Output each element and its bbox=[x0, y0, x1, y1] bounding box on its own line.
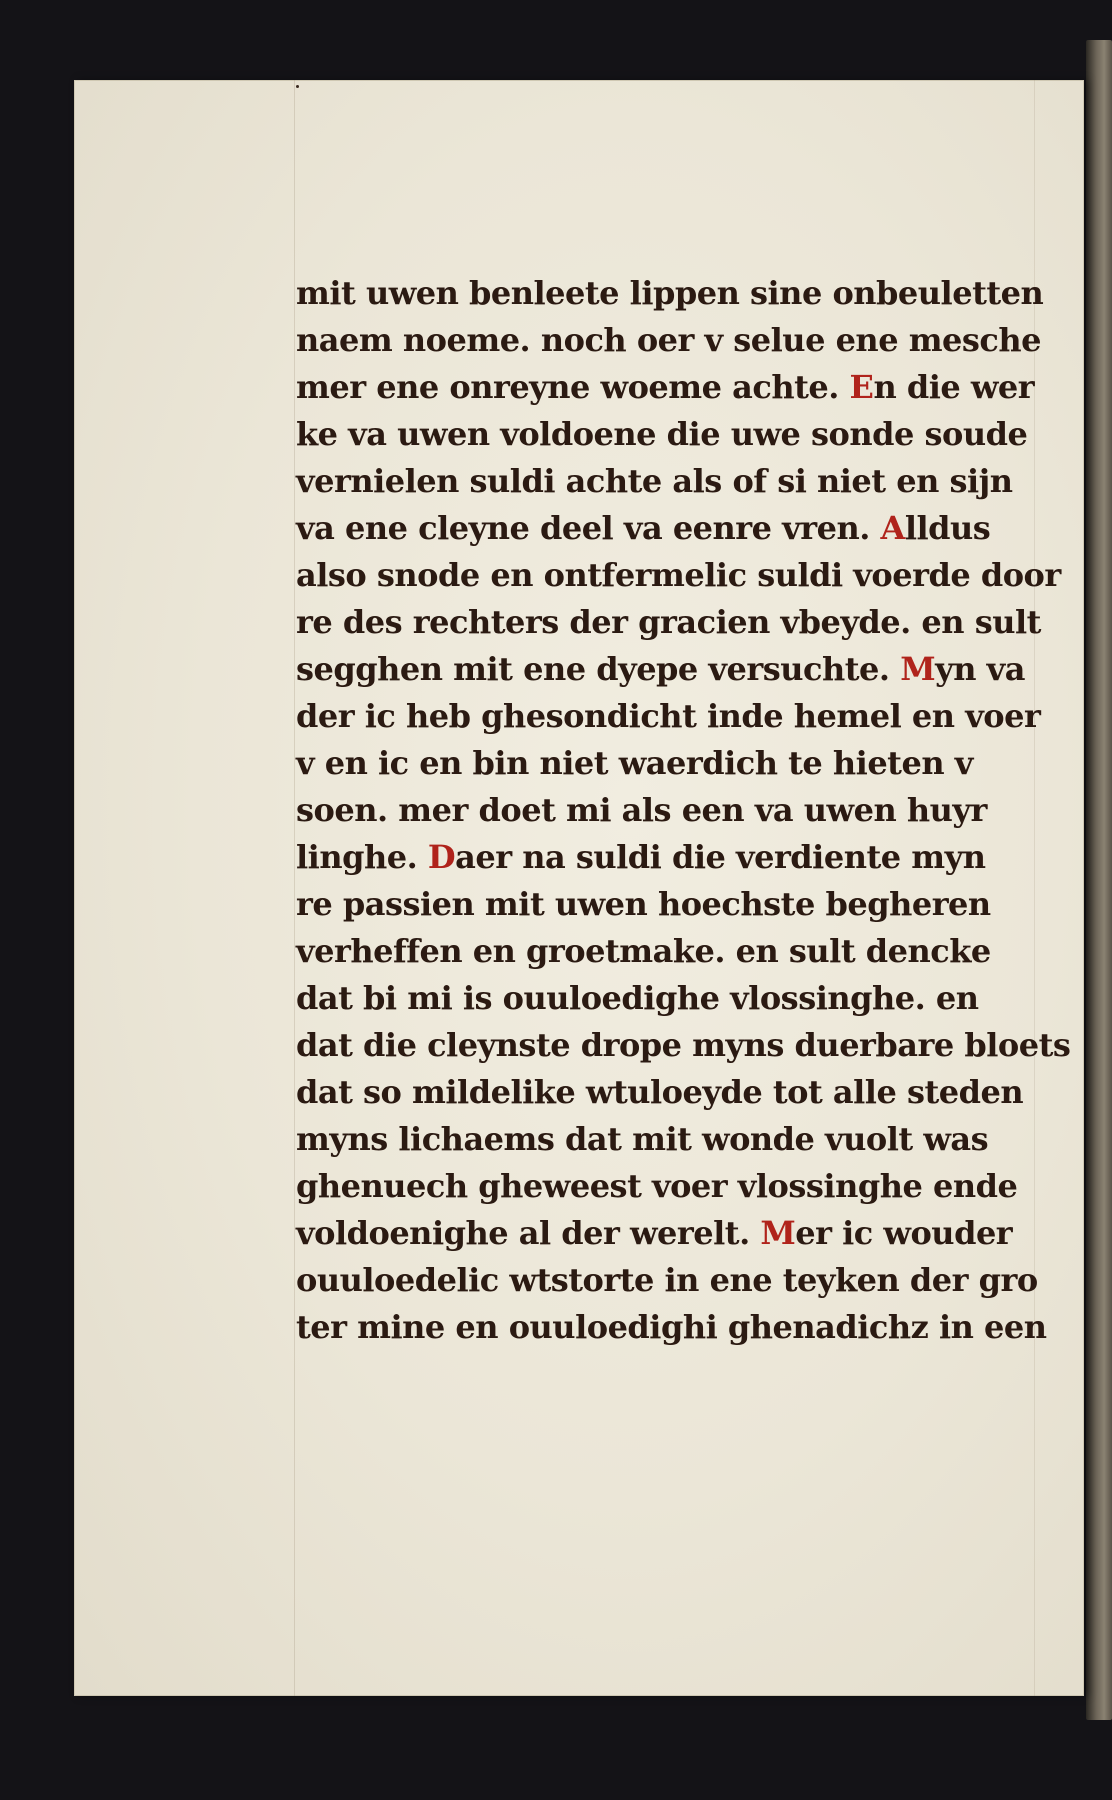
text-segment: linghe. bbox=[296, 838, 428, 876]
text-line bbox=[296, 1163, 1112, 1210]
text-segment: aer na suldi die verdiente myn bbox=[455, 838, 986, 876]
rubricated-initial: D bbox=[427, 838, 456, 876]
text-segment: lldus bbox=[904, 509, 991, 547]
rubricated-initial: A bbox=[880, 509, 905, 547]
text-line bbox=[296, 599, 1112, 646]
text-line bbox=[296, 411, 1112, 458]
text-segment: v en ic en bin niet waerdich te hieten v bbox=[296, 744, 973, 782]
text-segment: er ic wouder bbox=[795, 1214, 1013, 1252]
text-line bbox=[296, 1069, 1112, 1116]
text-segment: mer ene onreyne woeme achte. bbox=[296, 368, 850, 406]
text-segment: verheffen en groetmake. en sult dencke bbox=[296, 932, 991, 970]
left-ruling-line bbox=[294, 80, 295, 1696]
text-line bbox=[296, 317, 1112, 364]
text-line bbox=[296, 928, 1112, 975]
text-line bbox=[296, 693, 1112, 740]
text-line bbox=[296, 975, 1112, 1022]
text-line bbox=[296, 1257, 1112, 1304]
text-line bbox=[296, 270, 1112, 317]
text-segment: dat so mildelike wtuloeyde tot alle steden bbox=[296, 1073, 1024, 1111]
text-segment: naem noeme. noch oer v selue ene mesche bbox=[296, 321, 1042, 359]
rubricated-initial: E bbox=[849, 368, 874, 406]
text-segment: myns lichaems dat mit wonde vuolt was bbox=[296, 1120, 989, 1158]
text-line bbox=[296, 364, 1112, 411]
text-line bbox=[296, 458, 1112, 505]
parchment-page bbox=[74, 80, 1084, 1696]
text-segment: ouuloedelic wtstorte in ene teyken der gro bbox=[296, 1261, 1038, 1299]
text-segment: voldoenighe al der werelt. bbox=[296, 1214, 761, 1252]
prick-mark bbox=[296, 85, 299, 88]
text-line bbox=[296, 834, 1112, 881]
text-segment: dat die cleynste drope myns duerbare bloets bbox=[296, 1026, 1071, 1064]
text-segment: n die wer bbox=[873, 368, 1035, 406]
text-line bbox=[296, 1304, 1112, 1351]
text-segment: re des rechters der gracien vbeyde. en sult bbox=[296, 603, 1041, 641]
text-line bbox=[296, 505, 1112, 552]
text-segment: mit uwen benleete lippen sine onbeuletten bbox=[296, 274, 1044, 312]
text-segment: also snode en ontfermelic suldi voerde door bbox=[296, 556, 1061, 594]
rubricated-initial: M bbox=[900, 650, 936, 688]
text-segment: ghenuech gheweest voer vlossinghe ende bbox=[296, 1167, 1018, 1205]
text-segment: vernielen suldi achte als of si niet en sijn bbox=[296, 462, 1013, 500]
text-segment: yn va bbox=[935, 650, 1025, 688]
text-segment: ke va uwen voldoene die uwe sonde soude bbox=[296, 415, 1028, 453]
text-segment: soen. mer doet mi als een va uwen huyr bbox=[296, 791, 987, 829]
text-line bbox=[296, 1116, 1112, 1163]
text-line bbox=[296, 646, 1112, 693]
text-line bbox=[296, 552, 1112, 599]
text-line bbox=[296, 740, 1112, 787]
text-segment: dat bi mi is ouuloedighe vlossinghe. en bbox=[296, 979, 979, 1017]
text-line bbox=[296, 787, 1112, 834]
text-line bbox=[296, 1022, 1112, 1069]
text-segment: re passien mit uwen hoechste begheren bbox=[296, 885, 991, 923]
text-segment: der ic heb ghesondicht inde hemel en voer bbox=[296, 697, 1041, 735]
text-segment: segghen mit ene dyepe versuchte. bbox=[296, 650, 901, 688]
text-segment: va ene cleyne deel va eenre vren. bbox=[296, 509, 881, 547]
text-segment: ter mine en ouuloedighi ghenadichz in een bbox=[296, 1308, 1047, 1346]
rubricated-initial: M bbox=[760, 1214, 796, 1252]
text-line bbox=[296, 1210, 1112, 1257]
text-line bbox=[296, 881, 1112, 928]
text-block bbox=[296, 270, 1112, 1351]
